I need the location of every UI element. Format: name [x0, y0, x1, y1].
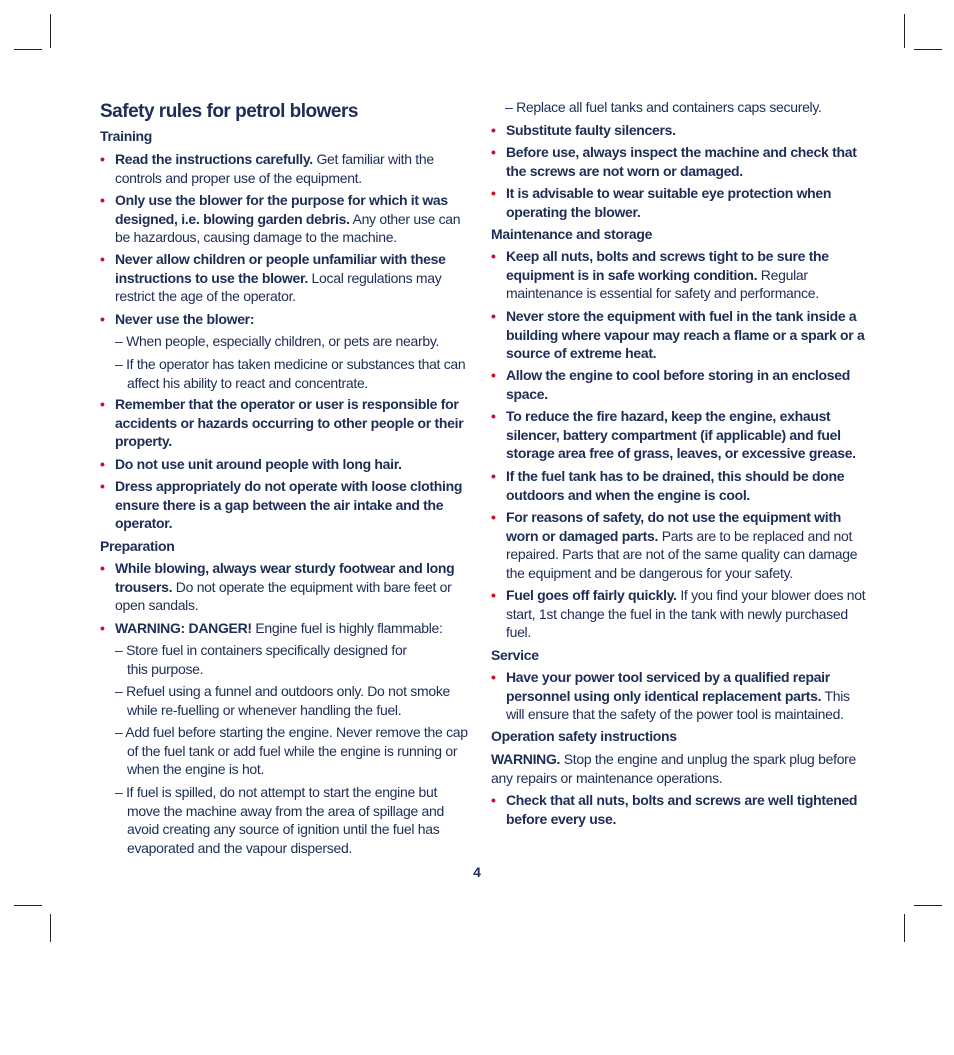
- bullet: •: [100, 560, 105, 576]
- page-title: Safety rules for petrol blowers: [100, 101, 358, 122]
- rule-bold: To reduce the fire hazard, keep the engine, exhaust silencer, battery compartment (if applicable) and fuel storage area free of grass, leaves, or excessive grease.: [506, 408, 856, 461]
- crop-mark: [904, 914, 905, 942]
- list-item: [491, 247, 866, 303]
- crop-mark: [14, 905, 42, 906]
- bullet: •: [100, 456, 105, 472]
- rule-bold: Only use the blower for the purpose for which it was designed, i.e. blowing garden debris.: [115, 192, 448, 227]
- preparation-heading: Preparation: [100, 538, 175, 554]
- dash-item: – When people, especially children, or pets are nearby.: [115, 333, 440, 349]
- list-item: [100, 250, 470, 306]
- list-item: [491, 307, 866, 363]
- rule-bold: Allow the engine to cool before storing in an enclosed space.: [506, 367, 850, 402]
- list-item: [100, 150, 470, 187]
- list-item: [491, 407, 866, 463]
- maintenance-heading: Maintenance and storage: [491, 226, 653, 242]
- list-item: [491, 586, 866, 642]
- rule-bold: Do not use unit around people with long hair.: [115, 456, 402, 472]
- bullet: •: [491, 367, 496, 383]
- bullet: •: [491, 185, 496, 201]
- dash-item: – Refuel using a funnel and outdoors only. Do not smoke while re-fuelling or whenever handling the fuel.: [115, 683, 451, 718]
- rule-bold: WARNING: DANGER!: [115, 620, 252, 636]
- bullet: •: [491, 587, 496, 603]
- dash-item: – Add fuel before starting the engine. Never remove the cap of the fuel tank or add fuel while the engine is running or when the engine is hot.: [115, 724, 468, 777]
- bullet: •: [491, 408, 496, 424]
- list-item: [491, 467, 866, 504]
- bullet: •: [100, 478, 105, 494]
- crop-mark: [14, 49, 42, 50]
- list-item: [100, 191, 470, 247]
- rule-bold: Read the instructions carefully.: [115, 151, 313, 167]
- list-item: [491, 121, 866, 140]
- dash-item: – If fuel is spilled, do not attempt to start the engine but move the machine away from the area of spillage and avoid creating any source of ignition until the fuel has evaporated and the vapour dispersed.: [115, 784, 444, 856]
- rule-text: This will ensure that the safety of the power tool is maintained.: [506, 687, 850, 722]
- warning-text: Stop the engine and unplug the spark plug before any repairs or maintenance operations.: [491, 751, 857, 786]
- rule-bold: For reasons of safety, do not use the equipment with worn or damaged parts.: [506, 509, 841, 544]
- list-item: [491, 508, 866, 582]
- service-heading: Service: [491, 647, 539, 663]
- bullet: •: [491, 122, 496, 138]
- list-item: [100, 395, 470, 451]
- bullet: •: [491, 308, 496, 324]
- rule-bold: While blowing, always wear sturdy footwear and long trousers.: [115, 560, 455, 595]
- rule-bold: Dress appropriately do not operate with loose clothing ensure there is a gap between the air intake and the operator.: [115, 478, 463, 531]
- list-item: [100, 455, 470, 474]
- list-item: [491, 791, 866, 828]
- list-item: [491, 184, 866, 221]
- warning-paragraph: [491, 750, 866, 787]
- rule-bold: It is advisable to wear suitable eye protection when operating the blower.: [506, 185, 832, 220]
- bullet: •: [491, 792, 496, 808]
- rule-bold: Never use the blower:: [115, 311, 255, 327]
- dash-item: – Store fuel in containers specifically designed for this purpose.: [115, 642, 407, 677]
- rule-text: Get familiar with the controls and proper use of the equipment.: [115, 151, 434, 186]
- rule-text: Local regulations may restrict the age of the operator.: [115, 269, 442, 304]
- dash-item: – Replace all fuel tanks and containers caps securely.: [505, 99, 822, 115]
- rule-bold: Have your power tool serviced by a qualified repair personnel using only identical replacement parts.: [506, 669, 830, 704]
- rule-bold: Never store the equipment with fuel in the tank inside a building where vapour may reach a flame or a spark or a source of extreme heat.: [506, 308, 865, 361]
- list-item: [100, 310, 470, 329]
- page-number: 4: [473, 864, 481, 880]
- crop-mark: [904, 14, 905, 48]
- rule-text: Regular maintenance is essential for safety and performance.: [506, 266, 819, 301]
- list-item: [100, 619, 470, 638]
- rule-text: If you find your blower does not start, 1st change the fuel in the tank with newly purchased fuel.: [506, 587, 866, 640]
- rule-text: Engine fuel is highly flammable:: [251, 620, 443, 636]
- rule-text: Do not operate the equipment with bare feet or open sandals.: [115, 578, 452, 613]
- rule-bold: Remember that the operator or user is responsible for accidents or hazards occurring to other people or their property.: [115, 396, 464, 449]
- bullet: •: [100, 620, 105, 636]
- warning-label: WARNING.: [491, 751, 561, 767]
- bullet: •: [491, 248, 496, 264]
- crop-mark: [914, 905, 942, 906]
- rule-bold: Check that all nuts, bolts and screws are well tightened before every use.: [506, 792, 858, 827]
- rule-bold: Keep all nuts, bolts and screws tight to be sure the equipment is in safe working condition.: [506, 248, 829, 283]
- bullet: •: [100, 251, 105, 267]
- bullet: •: [491, 468, 496, 484]
- crop-mark: [50, 914, 51, 942]
- list-item: [491, 143, 866, 180]
- bullet: •: [100, 192, 105, 208]
- list-item: [491, 668, 866, 724]
- bullet: •: [100, 396, 105, 412]
- rule-bold: Before use, always inspect the machine and check that the screws are not worn or damaged.: [506, 144, 857, 179]
- crop-mark: [914, 49, 942, 50]
- training-heading: Training: [100, 128, 153, 144]
- bullet: •: [491, 509, 496, 525]
- bullet: •: [491, 144, 496, 160]
- list-item: [100, 477, 470, 533]
- bullet: •: [100, 311, 105, 327]
- rule-bold: Substitute faulty silencers.: [506, 122, 676, 138]
- rule-bold: Never allow children or people unfamiliar with these instructions to use the blower.: [115, 251, 446, 286]
- rule-text: Parts are to be replaced and not repaired. Parts that are not of the same quality can damage the equipment and be dangerous for your safety.: [506, 527, 858, 581]
- dash-item: – If the operator has taken medicine or substances that can affect his ability to react and concentrate.: [115, 356, 466, 391]
- crop-mark: [50, 14, 51, 48]
- operation-heading: Operation safety instructions: [491, 728, 677, 744]
- rule-bold: If the fuel tank has to be drained, this should be done outdoors and when the engine is cool.: [506, 468, 845, 503]
- bullet: •: [491, 669, 496, 685]
- rule-bold: Fuel goes off fairly quickly.: [506, 587, 677, 603]
- rule-text: Any other use can be hazardous, causing damage to the machine.: [115, 210, 461, 245]
- bullet: •: [100, 151, 105, 167]
- list-item: [100, 559, 470, 615]
- list-item: [491, 366, 866, 403]
